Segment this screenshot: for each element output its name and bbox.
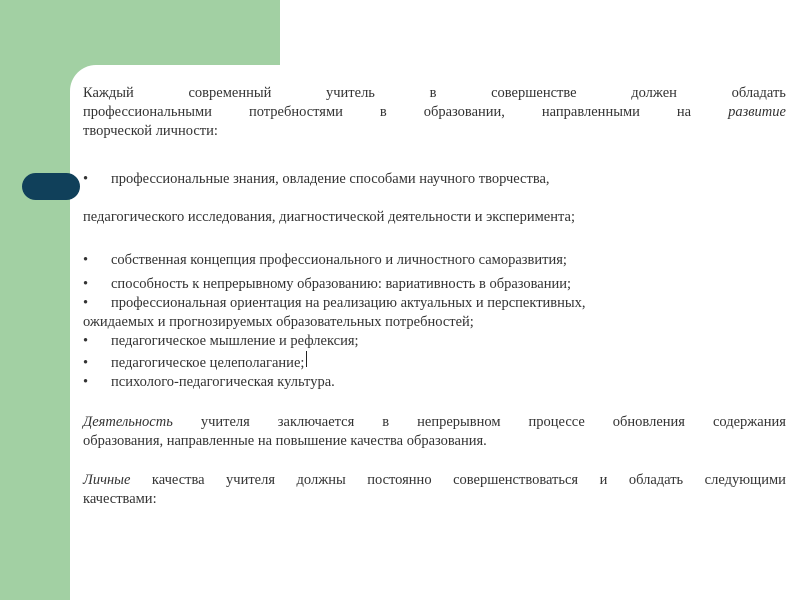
word: обладать [731,85,786,101]
list-item [83,373,786,392]
decorative-pill [22,173,80,200]
bullet-marker: • [83,252,89,268]
list-item-continuation: педагогического исследования, диагностической деятельности и эксперимента; [83,209,575,225]
word: обладать [628,472,684,488]
word: процессе [528,414,585,430]
green-left-strip [0,0,70,600]
list-item-text: профессиональные знания, овладение способами научного творчества, [111,171,550,187]
personal-line-2: качествами: [83,491,157,507]
text-cursor [306,351,307,367]
word: образовании, [423,104,505,120]
word: Каждый [83,85,134,101]
word: качества [151,472,205,488]
list-item [83,170,786,189]
activity-line-1 [83,413,786,432]
intro-line-2 [83,103,786,122]
intro-paragraph [83,84,786,141]
bullet-marker: • [83,374,89,390]
list-item [83,275,786,294]
personal-line-1 [83,471,786,490]
list-item-text: собственная концепция профессионального и личностного саморазвития; [111,252,567,268]
word: в [379,104,387,120]
italic-word: Деятельность [83,414,173,430]
bullet-marker: • [83,295,89,311]
word: должен [631,85,677,101]
word: постоянно [367,472,432,488]
bullet-marker: • [83,171,89,187]
word: заключается [277,414,355,430]
word: должны [296,472,346,488]
word: совершенствоваться [453,472,579,488]
intro-line-1 [83,84,786,103]
italic-word: развитие [728,104,786,120]
word: в [382,414,390,430]
word: современный [188,85,272,101]
list-item-text: профессиональная ориентация на реализацию актуальных и перспективных, [111,295,586,311]
list-item-text: педагогическое мышление и рефлексия; [111,333,359,349]
word: совершенстве [491,85,577,101]
word: содержания [712,414,786,430]
personal-paragraph [83,471,786,509]
list-item [83,294,786,313]
activity-paragraph [83,413,786,451]
word: потребностями [248,104,343,120]
list-item-text: педагогическое целеполагание; [111,355,305,371]
word: учителя [226,472,276,488]
word: на [676,104,692,120]
italic-word: Личные [83,472,131,488]
word: и [599,472,608,488]
word: в [429,85,437,101]
bullet-marker: • [83,333,89,349]
activity-line-2: образования, направленные на повышение качества образования. [83,433,487,449]
intro-line-3: творческой личности: [83,123,218,139]
list-item-text: способность к непрерывному образованию: вариативность в образовании; [111,276,572,292]
bullet-marker: • [83,276,89,292]
word: учитель [326,85,375,101]
list-item [83,251,786,270]
word: следующими [704,472,786,488]
word: непрерывном [417,414,501,430]
list-item-text: психолого-педагогическая культура. [111,374,335,390]
word: направленными [541,104,640,120]
list-item-continuation: ожидаемых и прогнозируемых образовательных потребностей; [83,314,474,330]
list-item [83,351,786,373]
word: учителя [200,414,250,430]
bullet-marker: • [83,355,89,371]
document-text [83,84,786,509]
word: обновления [612,414,685,430]
word: профессиональными [83,104,212,120]
list-item [83,332,786,351]
